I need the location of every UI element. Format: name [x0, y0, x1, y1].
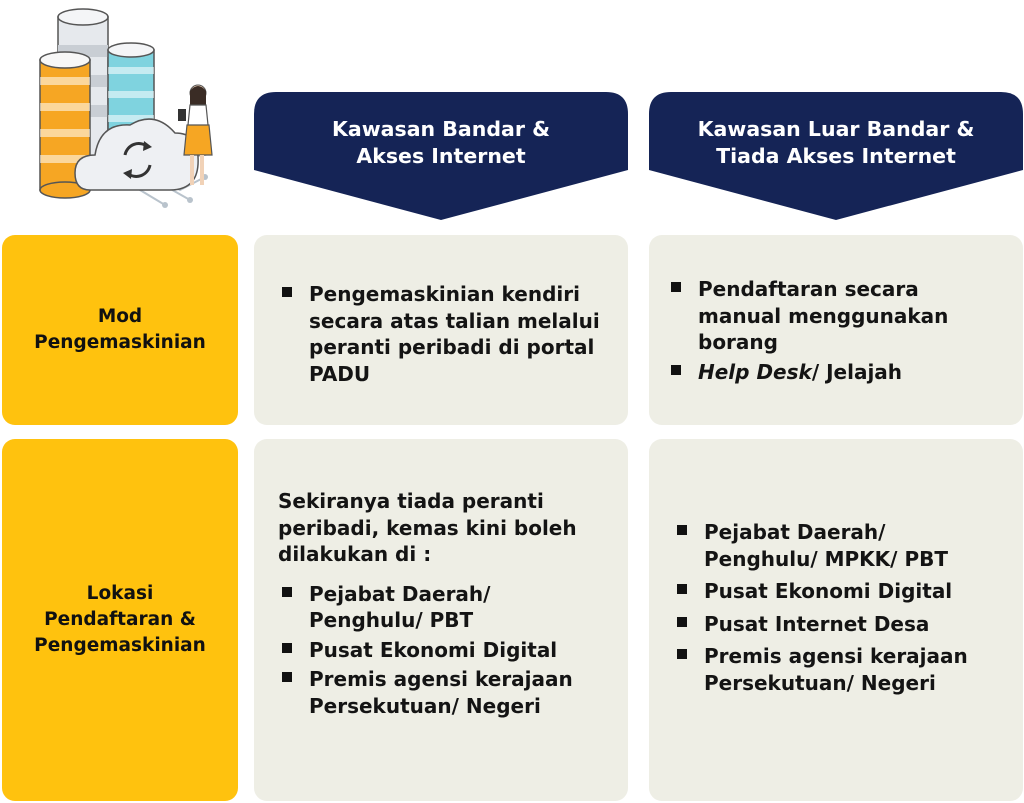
bullet-square-icon: [677, 525, 687, 535]
list-item-line: PADU: [309, 361, 371, 386]
bullet-list: [673, 519, 1013, 696]
list-item-line: Pusat Ekonomi Digital: [309, 637, 558, 662]
bullet-square-icon: [677, 649, 687, 659]
list-item-line: borang: [698, 330, 778, 354]
column-header-urban-title: [254, 116, 628, 170]
row-label-line: Lokasi: [86, 583, 154, 604]
cell-mode-urban: [254, 235, 628, 425]
column-header-rural-title: [649, 116, 1023, 170]
row-label-line: Pengemaskinian: [34, 332, 206, 353]
cell-location-rural: [649, 439, 1023, 801]
column-header-line: Akses Internet: [356, 144, 526, 168]
list-item: [278, 581, 618, 634]
list-item-line: secara atas talian melalui: [309, 308, 600, 333]
bullet-square-icon: [282, 587, 292, 597]
list-item-line: Premis agensi kerajaan: [704, 644, 968, 668]
intro-line: dilakukan di :: [278, 542, 432, 566]
column-header-line: Tiada Akses Internet: [716, 144, 956, 168]
list-item: [278, 666, 618, 719]
column-header-urban: [254, 92, 628, 222]
list-item-line: Premis agensi kerajaan: [309, 667, 573, 691]
list-item: [673, 611, 1013, 638]
bullet-square-icon: [282, 643, 292, 653]
column-header-line: Kawasan Luar Bandar &: [697, 117, 975, 141]
list-item-line: Pusat Internet Desa: [704, 611, 930, 636]
bullet-square-icon: [671, 282, 681, 292]
bullet-list: [667, 276, 1013, 385]
row-label-location: [2, 439, 238, 801]
row-label-line: Pendaftaran &: [44, 609, 196, 630]
list-item-line: Persekutuan/ Negeri: [309, 693, 541, 718]
list-item-line: Pendaftaran secara: [698, 277, 919, 301]
list-item-line: Penghulu/ PBT: [309, 608, 474, 632]
list-item: [667, 276, 1013, 356]
bullet-square-icon: [677, 617, 687, 627]
bullet-square-icon: [282, 672, 292, 682]
bullet-square-icon: [671, 365, 681, 375]
list-item-line: Pengemaskinian kendiri: [309, 282, 580, 306]
list-item: [278, 637, 618, 664]
cell-location-urban: [254, 439, 628, 801]
row-label-mode: [2, 235, 238, 425]
list-item-line: Pejabat Daerah/: [704, 520, 886, 544]
list-item: [667, 359, 1013, 386]
list-item-line: peranti peribadi di portal: [309, 335, 595, 359]
intro-text: [278, 488, 618, 568]
list-item-line: / Jelajah: [811, 359, 903, 384]
row-label-line: Pengemaskinian: [34, 635, 206, 656]
list-item-line: Pusat Ekonomi Digital: [704, 579, 953, 603]
bullet-list: [278, 581, 618, 720]
help-desk-label: Help Desk: [698, 359, 812, 384]
bullet-square-icon: [677, 584, 687, 594]
intro-line: Sekiranya tiada peranti: [278, 489, 544, 513]
bullet-list: [278, 281, 618, 387]
column-header-rural: [649, 92, 1023, 222]
list-item-line: manual menggunakan: [698, 303, 949, 328]
row-label-line: Mod: [97, 306, 143, 327]
list-item-line: Persekutuan/ Negeri: [704, 670, 936, 695]
cloud-database-illustration-icon: [30, 5, 240, 215]
list-item-line: Pejabat Daerah/: [309, 581, 491, 606]
list-item: [673, 578, 1013, 605]
intro-line: peribadi, kemas kini boleh: [278, 515, 577, 540]
bullet-square-icon: [282, 287, 292, 297]
list-item: [673, 643, 1013, 696]
list-item: [673, 519, 1013, 572]
column-header-line: Kawasan Bandar &: [332, 117, 550, 141]
list-item: [278, 281, 618, 387]
list-item-line: Penghulu/ MPKK/ PBT: [704, 546, 948, 571]
cell-mode-rural: [649, 235, 1023, 425]
